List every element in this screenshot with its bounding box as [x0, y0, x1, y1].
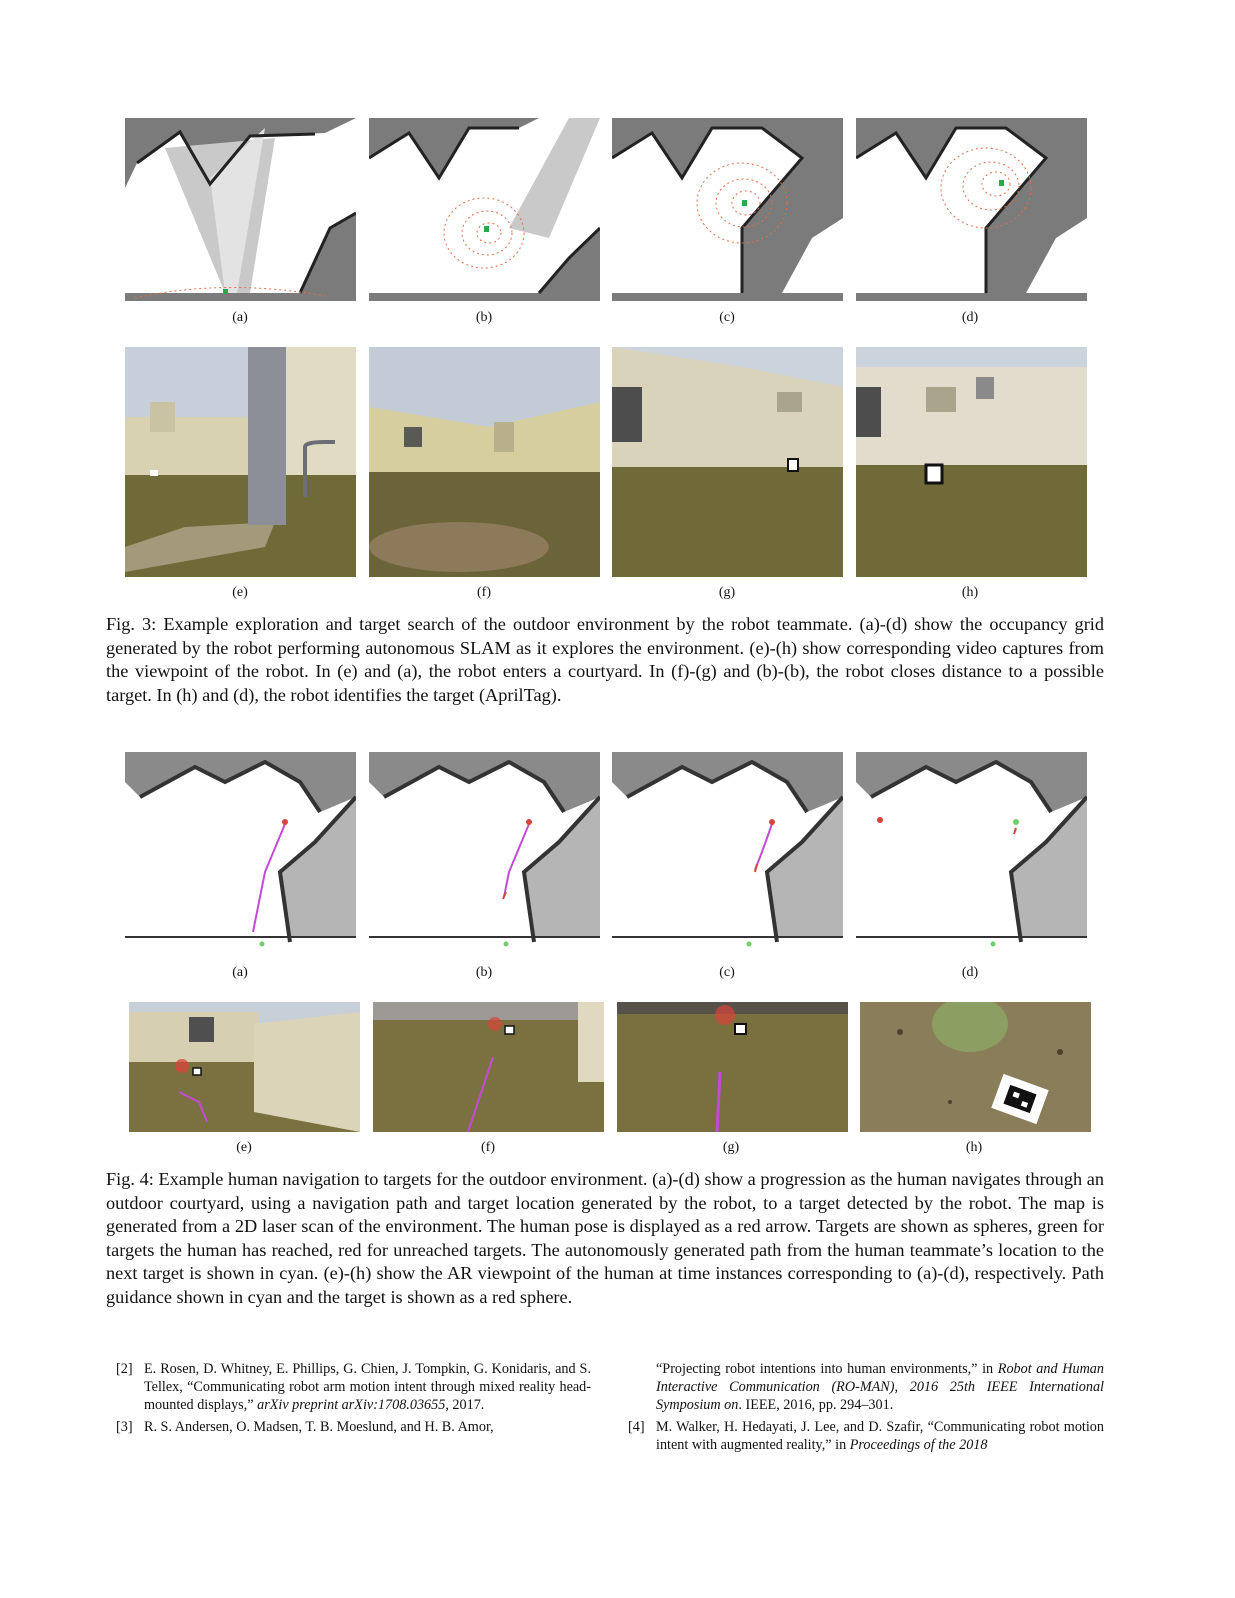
fig4-ar-f	[373, 1002, 604, 1132]
fig4-label-h: (h)	[965, 1140, 983, 1155]
fig4-label-b: (b)	[475, 965, 493, 980]
ar-viewpoint-photo	[860, 1002, 1091, 1132]
ar-viewpoint-photo	[617, 1002, 848, 1132]
fig4-map-d	[856, 752, 1087, 949]
references-left-column	[106, 1360, 591, 1440]
fig4-map-b	[369, 752, 600, 949]
fig4-label-c: (c)	[719, 965, 735, 980]
robot-camera-photo	[369, 347, 600, 577]
reference-3-continued	[618, 1360, 1104, 1414]
fig3-caption: Fig. 3: Example exploration and target search of the outdoor environment by the robot teammate. (a)-(d) show the occupancy grid generated by the robot performing autonomous SLAM as it explores the environment. (e)-(h) show corresponding video captures from the viewpoint of the robot. In (e) and (a), the robot enters a courtyard. In (f)-(g) and (b)-(b), the robot closes distance to a possible target. In (h) and (d), the robot identifies the target (AprilTag).	[106, 614, 1104, 705]
reference-2	[106, 1360, 591, 1414]
fig3-label-b: (b)	[475, 310, 493, 325]
fig4-label-g: (g)	[722, 1140, 740, 1155]
fig4-map-a	[125, 752, 356, 949]
fig4-map-c	[612, 752, 843, 949]
navigation-map-image	[369, 752, 600, 949]
navigation-map-image	[856, 752, 1087, 949]
navigation-map-image	[125, 752, 356, 949]
robot-camera-photo	[612, 347, 843, 577]
fig4-caption: Fig. 4: Example human navigation to targets for the outdoor environment. (a)-(d) show a progression as the human navigates through an outdoor courtyard, using a navigation path and target location generated by the robot, to a target detected by the robot. The map is generated from a 2D laser scan of the environment. The human pose is displayed as a red arrow. Targets are shown as spheres, green for targets the human has reached, red for unreached targets. The autonomously generated path from the human teammate’s location to the next target is shown in cyan. (e)-(h) show the AR viewpoint of the human at time instances corresponding to (a)-(d), respectively. Path guidance shown in cyan and the target is shown as a red sphere.	[106, 1169, 1104, 1307]
reference-text: M. Walker, H. Hedayati, J. Lee, and D. Szafir, “Communicating robot motion intent with augmented reality,” in	[656, 1419, 1104, 1453]
reference-tail: , 2017.	[445, 1397, 485, 1413]
fig4-label-e: (e)	[236, 1140, 252, 1155]
fig4-ar-h	[860, 1002, 1091, 1132]
fig3-photo-f	[369, 347, 600, 577]
reference-number: [2]	[116, 1361, 133, 1377]
references-right-column	[618, 1360, 1104, 1458]
fig4-ar-e	[129, 1002, 360, 1132]
fig4-label-d: (d)	[961, 965, 979, 980]
reference-4	[618, 1418, 1104, 1454]
fig4-ar-g	[617, 1002, 848, 1132]
fig3-grid-b	[369, 118, 600, 301]
fig3-label-d: (d)	[961, 310, 979, 325]
fig3-photo-g	[612, 347, 843, 577]
fig3-label-g: (g)	[718, 585, 736, 600]
navigation-map-image	[612, 752, 843, 949]
fig4-label-f: (f)	[481, 1140, 495, 1155]
reference-text: E. Rosen, D. Whitney, E. Phillips, G. Chien, J. Tompkin, G. Konidaris, and S. Tellex, “Communicating robot arm motion intent through mixed reality head-mounted displays,”	[144, 1361, 591, 1413]
fig3-grid-c	[612, 118, 843, 301]
reference-tail: . IEEE, 2016, pp. 294–301.	[738, 1397, 894, 1413]
fig3-label-a: (a)	[232, 310, 248, 325]
fig3-label-f: (f)	[477, 585, 491, 600]
fig3-label-c: (c)	[719, 310, 735, 325]
ar-viewpoint-photo	[373, 1002, 604, 1132]
reference-venue: arXiv preprint arXiv:1708.03655	[257, 1397, 446, 1413]
fig3-grid-a	[125, 118, 356, 301]
occupancy-grid-image	[856, 118, 1087, 301]
fig3-grid-d	[856, 118, 1087, 301]
fig3-photo-h	[856, 347, 1087, 577]
reference-text: R. S. Andersen, O. Madsen, T. B. Moeslund, and H. B. Amor,	[144, 1419, 494, 1435]
occupancy-grid-image	[125, 118, 356, 301]
reference-number: [3]	[116, 1419, 133, 1435]
ar-viewpoint-photo	[129, 1002, 360, 1132]
reference-venue: Robot and Human Interactive Communication (RO-MAN), 2016 25th IEEE International Symposium on	[656, 1361, 1104, 1413]
reference-number: [4]	[628, 1419, 645, 1435]
occupancy-grid-image	[612, 118, 843, 301]
fig4-label-a: (a)	[232, 965, 248, 980]
reference-text: “Projecting robot intentions into human environments,” in	[656, 1361, 998, 1377]
reference-3	[106, 1418, 591, 1436]
robot-camera-photo	[125, 347, 356, 577]
fig3-label-e: (e)	[232, 585, 248, 600]
reference-venue: Proceedings of the 2018	[849, 1437, 988, 1453]
occupancy-grid-image	[369, 118, 600, 301]
fig3-photo-e	[125, 347, 356, 577]
robot-camera-photo	[856, 347, 1087, 577]
fig3-label-h: (h)	[961, 585, 979, 600]
